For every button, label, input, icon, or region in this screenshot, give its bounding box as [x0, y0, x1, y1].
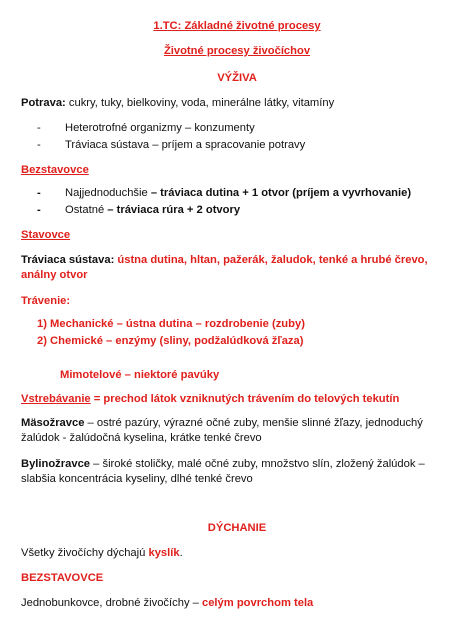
- food-line: [21, 96, 334, 110]
- digestion-item-1: 1) Mechanické – ústna dutina – rozdrobenie (zuby): [37, 318, 305, 330]
- food-label: Potrava:: [21, 97, 66, 109]
- document-subheading: Životné procesy živočíchov: [163, 45, 311, 57]
- invertebrates-heading: Bezstavovce: [21, 164, 89, 176]
- section-breathing: DÝCHANIE: [207, 522, 267, 534]
- document-heading: 1.TC: Základné životné procesy: [153, 20, 321, 32]
- digestive-system-line-1: Tráviaca sústava: ústna dutina, hltan, pažerák, žaludok, tenké a hrubé črevo,: [21, 254, 428, 266]
- carnivores-line-2: žalúdok - žalúdočná kyselina, krátke tenké črevo: [21, 432, 262, 444]
- unicellular-line: Jednobunkovce, drobné živočíchy – celým povrchom tela: [21, 597, 314, 609]
- digestive-system-line-2: análny otvor: [21, 269, 88, 281]
- digestion-heading: Trávenie:: [21, 295, 71, 307]
- carnivores-line-1: Mäsožravce – ostré pazúry, výrazné očné zuby, menšie slinné žľazy, jednoduchý: [21, 417, 423, 429]
- herbivores-line-1: Bylinožravce – široké stoličky, malé očné zuby, množstvo slín, zložený žalúdok –: [21, 458, 425, 470]
- section-nutrition: VÝŽIVA: [217, 72, 257, 84]
- absorption-line: Vstrebávanie = prechod látok vzniknutých trávením do telových tekutín: [21, 393, 400, 405]
- invertebrates-caps-heading: BEZSTAVOVCE: [21, 572, 104, 584]
- breathing-line: Všetky živočíchy dýchajú kyslík.: [21, 547, 183, 559]
- digestion-item-2: 2) Chemické – enzýmy (sliny, podžalúdková žľaza): [37, 335, 304, 347]
- intestinal-note: Mimotelové – niektoré pavúky: [60, 369, 220, 381]
- vertebrates-heading: Stavovce: [21, 229, 71, 241]
- food-text: cukry, tuky, bielkoviny, voda, minerálne látky, vitamíny: [65, 97, 335, 109]
- herbivores-line-2: slabšia koncentrácia kyseliny, dlhé tenké črevo: [21, 473, 253, 485]
